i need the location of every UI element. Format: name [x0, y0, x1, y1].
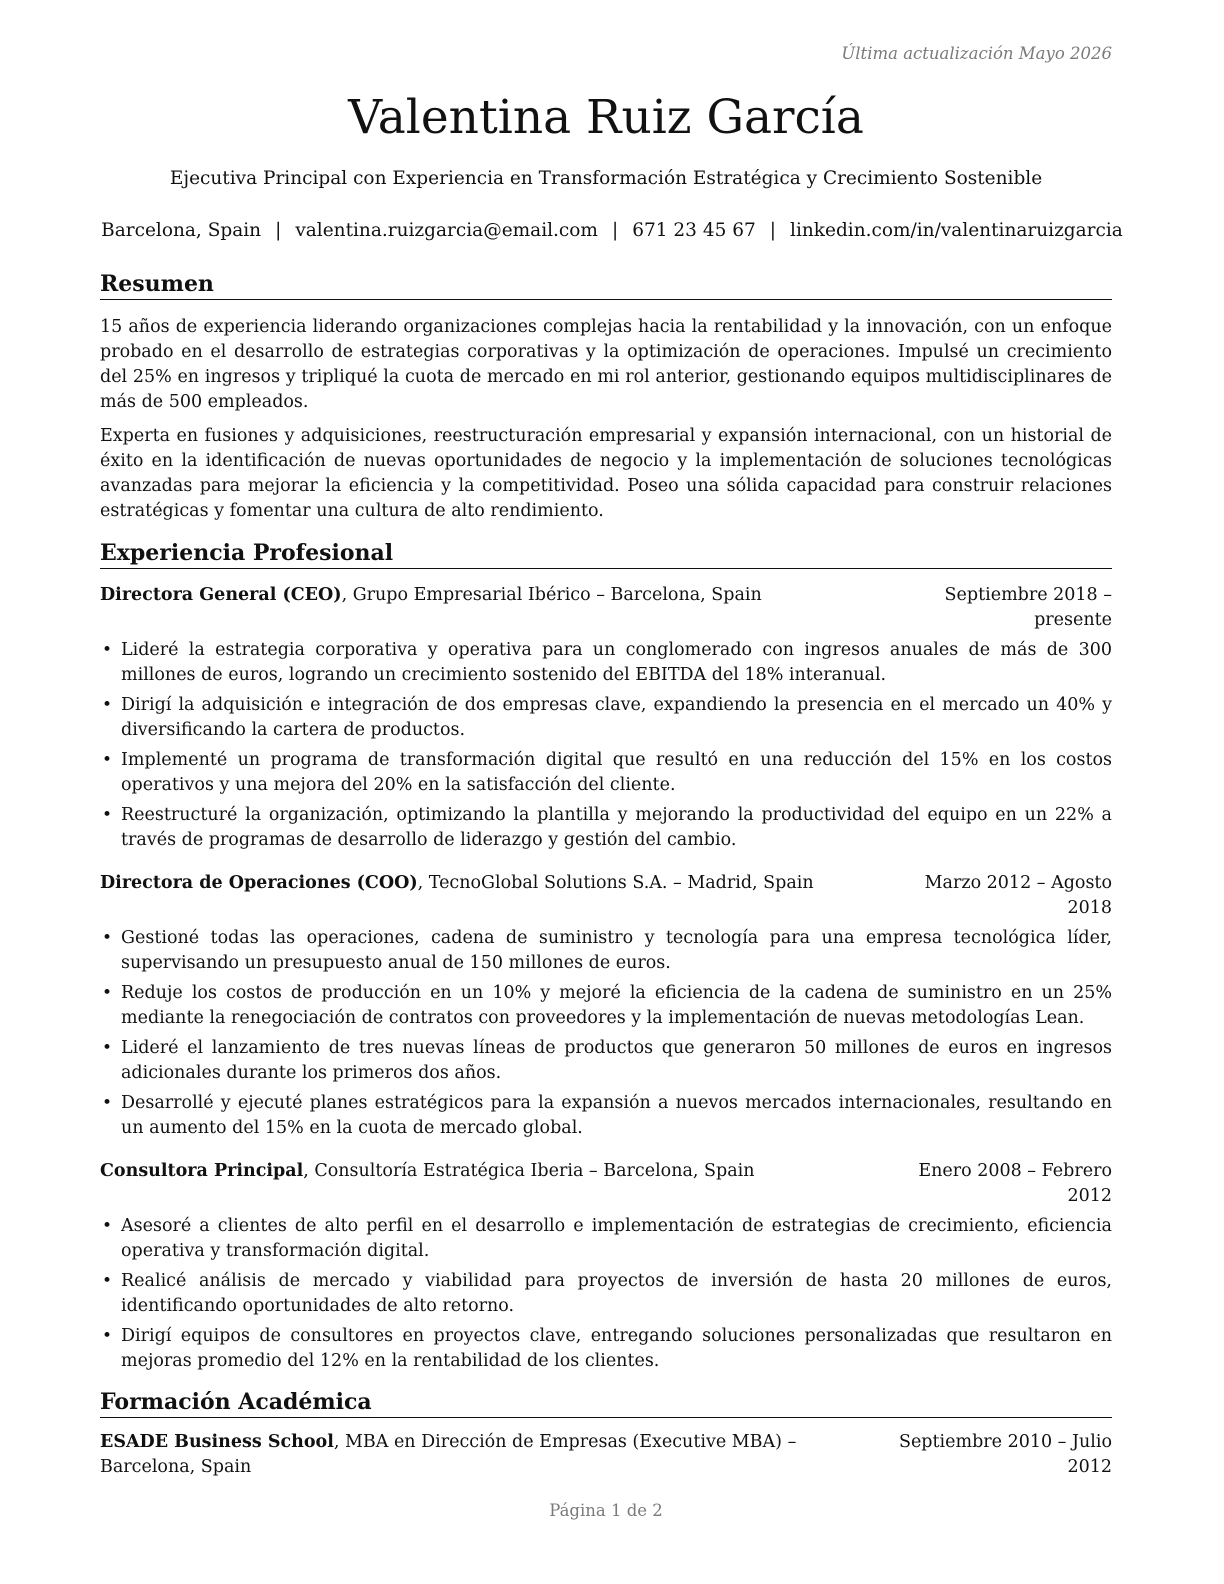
job-role: Directora de Operaciones (COO)	[100, 873, 418, 893]
job-dates: Enero 2008 – Febrero 2012	[918, 1161, 1112, 1206]
job-bullet: • Reduje los costos de producción en un 10% y mejoré la eficiencia de la cadena de suministro en un 25% mediante la renegociación de contratos con proveedores y la implementación de nuevas metodologías Lean.	[100, 981, 1112, 1031]
contact-separator: |	[611, 220, 619, 241]
resume-content	[100, 270, 1112, 1480]
education-entry	[100, 1430, 1112, 1480]
contact-separator: |	[275, 220, 282, 241]
job-role: Consultora Principal	[100, 1161, 304, 1181]
job-bullet: • Desarrollé y ejecuté planes estratégicos para la expansión a nuevos mercados internacionales, resultando en un aumento del 15% en la cuota de mercado global.	[100, 1091, 1112, 1141]
last-updated: Última actualización Mayo 2026	[841, 44, 1112, 63]
job-role: Directora General (CEO)	[100, 585, 342, 605]
education-dates: Septiembre 2010 – Julio 2012	[898, 1432, 1112, 1477]
headline: Ejecutiva Principal con Experiencia en Transformación Estratégica y Crecimiento Sostenible	[169, 168, 1043, 189]
resume-page	[100, 0, 1123, 1584]
job-dates: Septiembre 2018 – presente	[944, 585, 1112, 630]
job-bullet: • Dirigí equipos de consultores en proyectos clave, entregando soluciones personalizadas que resultaron en mejoras promedio del 12% en la rentabilidad de los clientes.	[100, 1324, 1112, 1374]
page-number: Página 1 de 2	[549, 1501, 663, 1520]
job-bullet: • Implementé un programa de transformación digital que resultó en una reducción del 15% en los costos operativos y una mejora del 20% en la satisfacción del cliente.	[100, 748, 1112, 798]
candidate-name: Valentina Ruiz García	[348, 90, 864, 145]
job-bullet: • Dirigí la adquisición e integración de dos empresas clave, expandiendo la presencia en el mercado un 40% y diversificando la cartera de productos.	[100, 693, 1112, 743]
job-bullets	[100, 926, 1112, 1141]
job-dates: Marzo 2012 – Agosto 2018	[924, 873, 1112, 918]
job-bullet: • Gestioné todas las operaciones, cadena de suministro y tecnología para una empresa tecnológica líder, supervisando un presupuesto anual de 150 millones de euros.	[100, 926, 1112, 976]
job-entry	[100, 871, 1112, 1141]
job-bullet: • Lideré la estrategia corporativa y operativa para un conglomerado con ingresos anuales de más de 300 millones de euros, logrando un crecimiento sostenido del EBITDA del 18% interanual.	[100, 638, 1112, 688]
section-title-experience: Experiencia Profesional	[100, 539, 1112, 569]
contact-location: Barcelona, Spain	[101, 220, 262, 241]
job-org: , Consultoría Estratégica Iberia – Barcelona, Spain	[303, 1161, 755, 1181]
job-org: , Grupo Empresarial Ibérico – Barcelona, Spain	[341, 585, 762, 605]
job-header	[100, 1159, 1112, 1209]
section-title-education: Formación Académica	[100, 1388, 1112, 1418]
contact-separator: |	[769, 220, 777, 241]
contact-email[interactable]: valentina.ruizgarcia@email.com	[295, 220, 598, 241]
contact-phone: 671 23 45 67	[632, 220, 756, 241]
job-bullet: • Lideré el lanzamiento de tres nuevas líneas de productos que generaron 50 millones de euros en ingresos adicionales durante los primeros dos años.	[100, 1036, 1112, 1086]
job-bullet: • Reestructuré la organización, optimizando la plantilla y mejorando la productividad del equipo en un 22% a través de programas de desarrollo de liderazgo y gestión del cambio.	[100, 803, 1112, 853]
section-title-summary: Resumen	[100, 270, 1112, 300]
job-entry	[100, 1159, 1112, 1374]
contact-linkedin[interactable]: linkedin.com/in/valentinaruizgarcia	[790, 220, 1123, 241]
summary-paragraph: Experta en fusiones y adquisiciones, reestructuración empresarial y expansión internacional, con un historial de éxito en la identificación de nuevas oportunidades de negocio y la implementación de soluciones tecnológicas avanzadas para mejorar la eficiencia y la competitividad. Poseo una sólida capacidad para construir relaciones estratégicas y fomentar una cultura de alto rendimiento.	[100, 426, 1112, 521]
summary-paragraph: 15 años de experiencia liderando organizaciones complejas hacia la rentabilidad y la innovación, con un enfoque probado en el desarrollo de estrategias corporativas y la optimización de operaciones. Impulsé un crecimiento del 25% en ingresos y tripliqué la cuota de mercado en mi rol anterior, gestionando equipos multidisciplinares de más de 500 empleados.	[100, 317, 1112, 412]
job-bullet: • Asesoré a clientes de alto perfil en el desarrollo e implementación de estrategias de crecimiento, eficiencia operativa y transformación digital.	[100, 1214, 1112, 1264]
job-bullets	[100, 1214, 1112, 1374]
education-degree: , MBA en Dirección de Empresas (Executive MBA) – Barcelona, Spain	[100, 1432, 797, 1477]
education-school: ESADE Business School	[100, 1432, 334, 1452]
job-entry	[100, 583, 1112, 853]
contact-line	[0, 219, 1224, 243]
job-header	[100, 583, 1112, 633]
job-header	[100, 871, 1112, 921]
job-org: , TecnoGlobal Solutions S.A. – Madrid, Spain	[417, 873, 814, 893]
job-bullets	[100, 638, 1112, 853]
job-bullet: • Realicé análisis de mercado y viabilidad para proyectos de inversión de hasta 20 millones de euros, identificando oportunidades de alto retorno.	[100, 1269, 1112, 1319]
